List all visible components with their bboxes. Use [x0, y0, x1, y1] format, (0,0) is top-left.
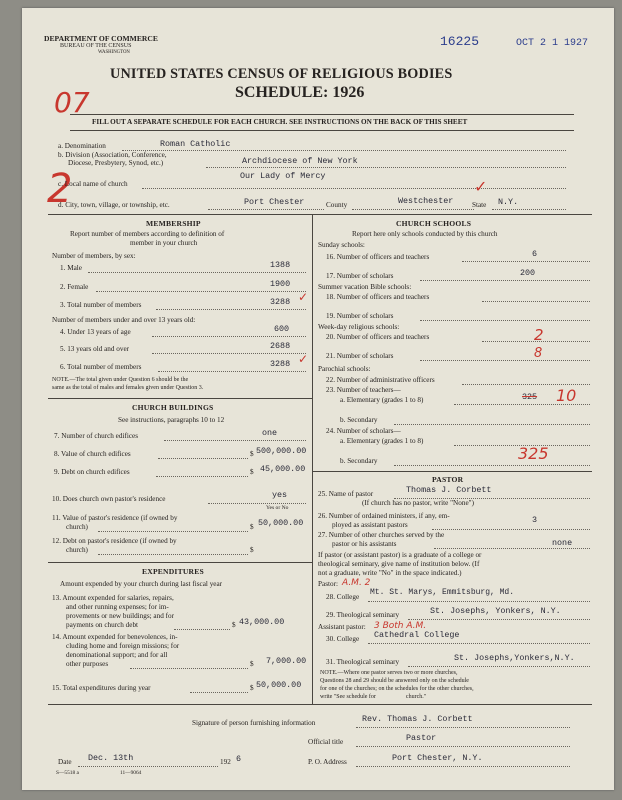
q10-label: 10. Does church own pastor's residence [52, 495, 166, 503]
q16-label: 16. Number of officers and teachers [326, 253, 430, 261]
po-address-label: P. O. Address [308, 758, 347, 766]
q16-value: 6 [532, 249, 538, 259]
official-title-value: Pastor [406, 733, 437, 743]
summer-schools: Summer vacation Bible schools: [318, 283, 412, 291]
q14-label-3: denominational support; and for all [66, 651, 168, 659]
q21-line [420, 360, 590, 361]
q3-label: 3. Total number of members [60, 301, 142, 309]
red-check-mark: ✓ [474, 177, 488, 196]
date-received-stamp: OCT 2 1 1927 [516, 38, 589, 49]
q15-line [190, 692, 248, 693]
q2-line [96, 291, 306, 292]
form-title: UNITED STATES CENSUS OF RELIGIOUS BODIES [110, 66, 453, 82]
q26-line [432, 529, 590, 530]
bureau-label: BUREAU OF THE CENSUS [60, 43, 132, 49]
q18-line [482, 301, 590, 302]
q11-value: 50,000.00 [258, 518, 304, 528]
q22-label: 22. Number of administrative officers [326, 376, 435, 384]
q16-line [462, 261, 590, 262]
q19-line [420, 320, 590, 321]
city-town-label: d. City, town, village, or township, etc. [58, 201, 170, 209]
q20-label: 20. Number of officers and teachers [326, 333, 430, 341]
print-number: 11—9064 [120, 770, 142, 776]
q1-value: 1388 [270, 260, 291, 270]
q14-label-1: 14. Amount expended for benevolences, in- [52, 633, 178, 641]
expenditures-sub: Amount expended by your church during last fiscal year [60, 580, 223, 588]
buildings-heading: CHURCH BUILDINGS [132, 403, 214, 412]
q8-line [158, 458, 248, 459]
section-top-rule [48, 214, 592, 215]
q10-value: yes [272, 490, 288, 500]
sunday-schools: Sunday schools: [318, 241, 365, 249]
membership-sub-1: Report number of members according to definition of [70, 230, 225, 238]
pastor-red-mark: A.M. 2 [342, 578, 371, 588]
q7-line [164, 440, 306, 441]
q25-hint: (If church has no pastor, write "None") [362, 499, 474, 507]
section-bottom-rule [48, 704, 592, 705]
year-prefix: 192 [220, 758, 231, 766]
q9-label: 9. Debt on church edifices [54, 468, 130, 476]
division-value: Archdiocese of New York [242, 156, 358, 166]
red-code-mark: 07 [54, 86, 90, 119]
q23a-red-value: 10 [556, 386, 577, 405]
q13-label-4: payments on church debt [66, 621, 139, 629]
q11-label-2: church) [66, 523, 88, 531]
q30-label: 30. College [326, 635, 360, 643]
denomination-label: a. Denomination [58, 142, 106, 150]
pastor-note-4: write "See schedule for church." [320, 694, 427, 700]
pastor-note-3: for one of the churches; on the schedules for the other churches, [320, 686, 474, 692]
q24b-line [394, 465, 590, 466]
q5-value: 2688 [270, 341, 291, 351]
q25-label: 25. Name of pastor [318, 490, 374, 498]
q6-value: 3288 [270, 359, 291, 369]
q25-value: Thomas J. Corbett [406, 485, 492, 495]
schedule-title: SCHEDULE: 1926 [235, 84, 365, 101]
q31-label: 31. Theological seminary [326, 658, 400, 666]
city-value: Port Chester [244, 197, 305, 207]
q13-line [174, 629, 230, 630]
official-title-label: Official title [308, 738, 344, 746]
q26-label-1: 26. Number of ordained ministers, if any, em- [318, 512, 450, 520]
q1-line [88, 272, 306, 273]
buildings-sub: See instructions, paragraphs 10 to 12 [118, 416, 225, 424]
state-label: State [472, 201, 487, 209]
q7-label: 7. Number of church edifices [54, 432, 139, 440]
q11-line [98, 531, 248, 532]
fill-instructions: FILL OUT A SEPARATE SCHEDULE FOR EACH CHURCH. SEE INSTRUCTIONS ON THE BACK OF THIS SHEET [92, 118, 468, 126]
q17-label: 17. Number of scholars [326, 272, 394, 280]
q5-line [152, 353, 306, 354]
q9-line [156, 476, 248, 477]
expenditures-rule [48, 562, 312, 563]
yes-no-hint: Yes or No [266, 505, 289, 511]
q22-line [462, 384, 590, 385]
po-address-line [356, 766, 570, 767]
q6-label: 6. Total number of members [60, 363, 142, 371]
q21-label: 21. Number of scholars [326, 352, 394, 360]
date-line [78, 766, 218, 767]
q23a-label: a. Elementary (grades 1 to 8) [340, 396, 424, 404]
q8-value: 500,000.00 [256, 446, 307, 456]
q29-label: 29. Theological seminary [326, 611, 400, 619]
schools-sub: Report here only schools conducted by this church [352, 230, 498, 238]
q30-value: Cathedral College [374, 630, 460, 640]
date-label: Date [58, 758, 72, 766]
schedule-sheet [22, 8, 614, 790]
division-label-2: Diocese, Presbytery, Synod, etc.) [68, 159, 164, 167]
pastor-college-label: Pastor: [318, 580, 338, 588]
q20-value: 2 [534, 326, 544, 344]
q3-value: 3288 [270, 297, 291, 307]
membership-note-1: NOTE.—The total given under Question 6 should be the [52, 377, 189, 383]
q1-label: 1. Male [60, 264, 82, 272]
pastor-note-2: Questions 28 and 29 should be answered only on the schedule [320, 678, 469, 684]
q23a-value-struck: 325 [522, 392, 538, 402]
q13-label-3: provements or new buildings; and for [66, 612, 174, 620]
q9-dollar: $ [250, 468, 254, 476]
q12-line [98, 554, 248, 555]
city-line [208, 209, 324, 210]
q27-value: none [552, 538, 573, 548]
graduate-note-2: theological seminary, give name of institution below. (If [318, 560, 480, 568]
q14-dollar: $ [250, 660, 254, 668]
parochial-schools: Parochial schools: [318, 365, 371, 373]
signature-value: Rev. Thomas J. Corbett [362, 714, 473, 724]
q24a-label: a. Elementary (grades 1 to 8) [340, 437, 424, 445]
q10-line [208, 503, 306, 504]
q8-label: 8. Value of church edifices [54, 450, 131, 458]
age-heading: Number of members under and over 13 years old: [52, 316, 196, 324]
buildings-rule [48, 398, 312, 399]
q14-line [130, 668, 248, 669]
local-name-value: Our Lady of Mercy [240, 171, 326, 181]
red-letter-mark: 2 [47, 166, 73, 212]
signature-label: Signature of person furnishing information [192, 719, 316, 727]
q7-value: one [262, 428, 278, 438]
membership-heading: MEMBERSHIP [146, 219, 201, 228]
members-by-sex: Number of members, by sex: [52, 252, 136, 260]
q14-value: 7,000.00 [266, 656, 307, 666]
q3-line [156, 309, 306, 310]
schools-heading: CHURCH SCHOOLS [396, 219, 472, 228]
county-label: County [326, 201, 348, 209]
q27-line [434, 548, 590, 549]
pastor-note-1: NOTE.—Where one pastor serves two or more churches, [320, 670, 458, 676]
q27-label-1: 27. Number of other churches served by the [318, 531, 445, 539]
q13-label-1: 13. Amount expended for salaries, repairs, [52, 594, 174, 602]
q4-line [152, 336, 306, 337]
q13-label-2: and other running expenses; for im- [66, 603, 169, 611]
serial-number-stamp: 16225 [440, 34, 480, 49]
q15-label: 15. Total expenditures during year [52, 684, 151, 692]
division-line [206, 167, 566, 168]
q6-check: ✓ [298, 352, 309, 366]
q14-label-4: other purposes [66, 660, 109, 668]
instructions-rule [70, 130, 574, 131]
state-line [492, 209, 566, 210]
county-line [352, 209, 474, 210]
graduate-note-1: If pastor (or assistant pastor) is a graduate of a college or [318, 551, 482, 559]
q12-label-1: 12. Debt on pastor's residence (if owned by [52, 537, 177, 545]
official-title-line [356, 746, 570, 747]
q15-dollar: $ [250, 684, 254, 692]
q13-value: 43,000.00 [239, 617, 285, 627]
q21-value: 8 [534, 346, 543, 361]
q26-label-2: ployed as assistant pastors [332, 521, 408, 529]
column-divider [312, 214, 313, 704]
pastor-heading: PASTOR [432, 475, 464, 484]
date-value: Dec. 13th [88, 753, 134, 763]
expenditures-heading: EXPENDITURES [142, 567, 204, 576]
q23b-label: b. Secondary [340, 416, 378, 424]
year-digit: 6 [236, 754, 242, 764]
q6-line [158, 371, 306, 372]
q24-label: 24. Number of scholars— [326, 427, 401, 435]
q12-dollar: $ [250, 546, 254, 554]
q31-line [408, 666, 590, 667]
q28-value: Mt. St. Marys, Emmitsburg, Md. [370, 588, 515, 597]
q28-label: 28. College [326, 593, 360, 601]
q17-line [420, 280, 590, 281]
q2-label: 2. Female [60, 283, 89, 291]
local-name-label: c. Local name of church [58, 180, 128, 188]
q13-dollar: $ [232, 621, 236, 629]
po-address-value: Port Chester, N.Y. [392, 753, 483, 763]
q14-label-2: cluding home and foreign missions; for [66, 642, 180, 650]
q2-value: 1900 [270, 279, 291, 289]
q31-value: St. Josephs,Yonkers,N.Y. [454, 653, 575, 663]
county-value: Westchester [398, 196, 454, 206]
q26-value: 3 [532, 515, 538, 525]
q8-dollar: $ [250, 450, 254, 458]
denomination-line [122, 150, 566, 151]
q12-label-2: church) [66, 546, 88, 554]
state-value: N.Y. [498, 197, 519, 207]
q5-label: 5. 13 years old and over [60, 345, 130, 353]
q4-value: 600 [274, 324, 290, 334]
q29-line [408, 619, 590, 620]
form-number: S—5518 a [56, 770, 79, 776]
q19-label: 19. Number of scholars [326, 312, 394, 320]
q23-label: 23. Number of teachers— [326, 386, 401, 394]
local-name-line [142, 188, 566, 189]
city-label: WASHINGTON [98, 50, 130, 55]
q11-dollar: $ [250, 523, 254, 531]
title-rule [70, 114, 574, 115]
q27-label-2: pastor or his assistants [332, 540, 397, 548]
q3-check: ✓ [298, 290, 309, 304]
pastor-rule [312, 471, 592, 472]
q17-value: 200 [520, 268, 536, 278]
assistant-pastor-label: Assistant pastor: [318, 623, 366, 631]
q24-red-value: 325 [518, 444, 549, 463]
q9-value: 45,000.00 [260, 464, 306, 474]
q24b-label: b. Secondary [340, 457, 378, 465]
department-label: DEPARTMENT OF COMMERCE [44, 34, 158, 43]
weekday-schools: Week-day religious schools: [318, 323, 400, 331]
membership-note-2: same as the total of males and females given under Question 3. [52, 385, 204, 391]
q18-label: 18. Number of officers and teachers [326, 293, 430, 301]
assistant-red-mark: 3 Both A.M. [374, 621, 427, 631]
q11-label-1: 11. Value of pastor's residence (if owned by [52, 514, 178, 522]
q29-value: St. Josephs, Yonkers, N.Y. [430, 606, 561, 616]
division-label-1: b. Division (Association, Conference, [58, 151, 167, 159]
membership-sub-2: member in your church [130, 239, 198, 247]
q4-label: 4. Under 13 years of age [60, 328, 131, 336]
q30-line [368, 643, 590, 644]
q28-line [368, 601, 590, 602]
graduate-note-3: not a graduate, write "No" in the space indicated.) [318, 569, 462, 577]
signature-line [356, 727, 570, 728]
q15-value: 50,000.00 [256, 680, 302, 690]
q23b-line [394, 424, 590, 425]
denomination-value: Roman Catholic [160, 139, 231, 149]
